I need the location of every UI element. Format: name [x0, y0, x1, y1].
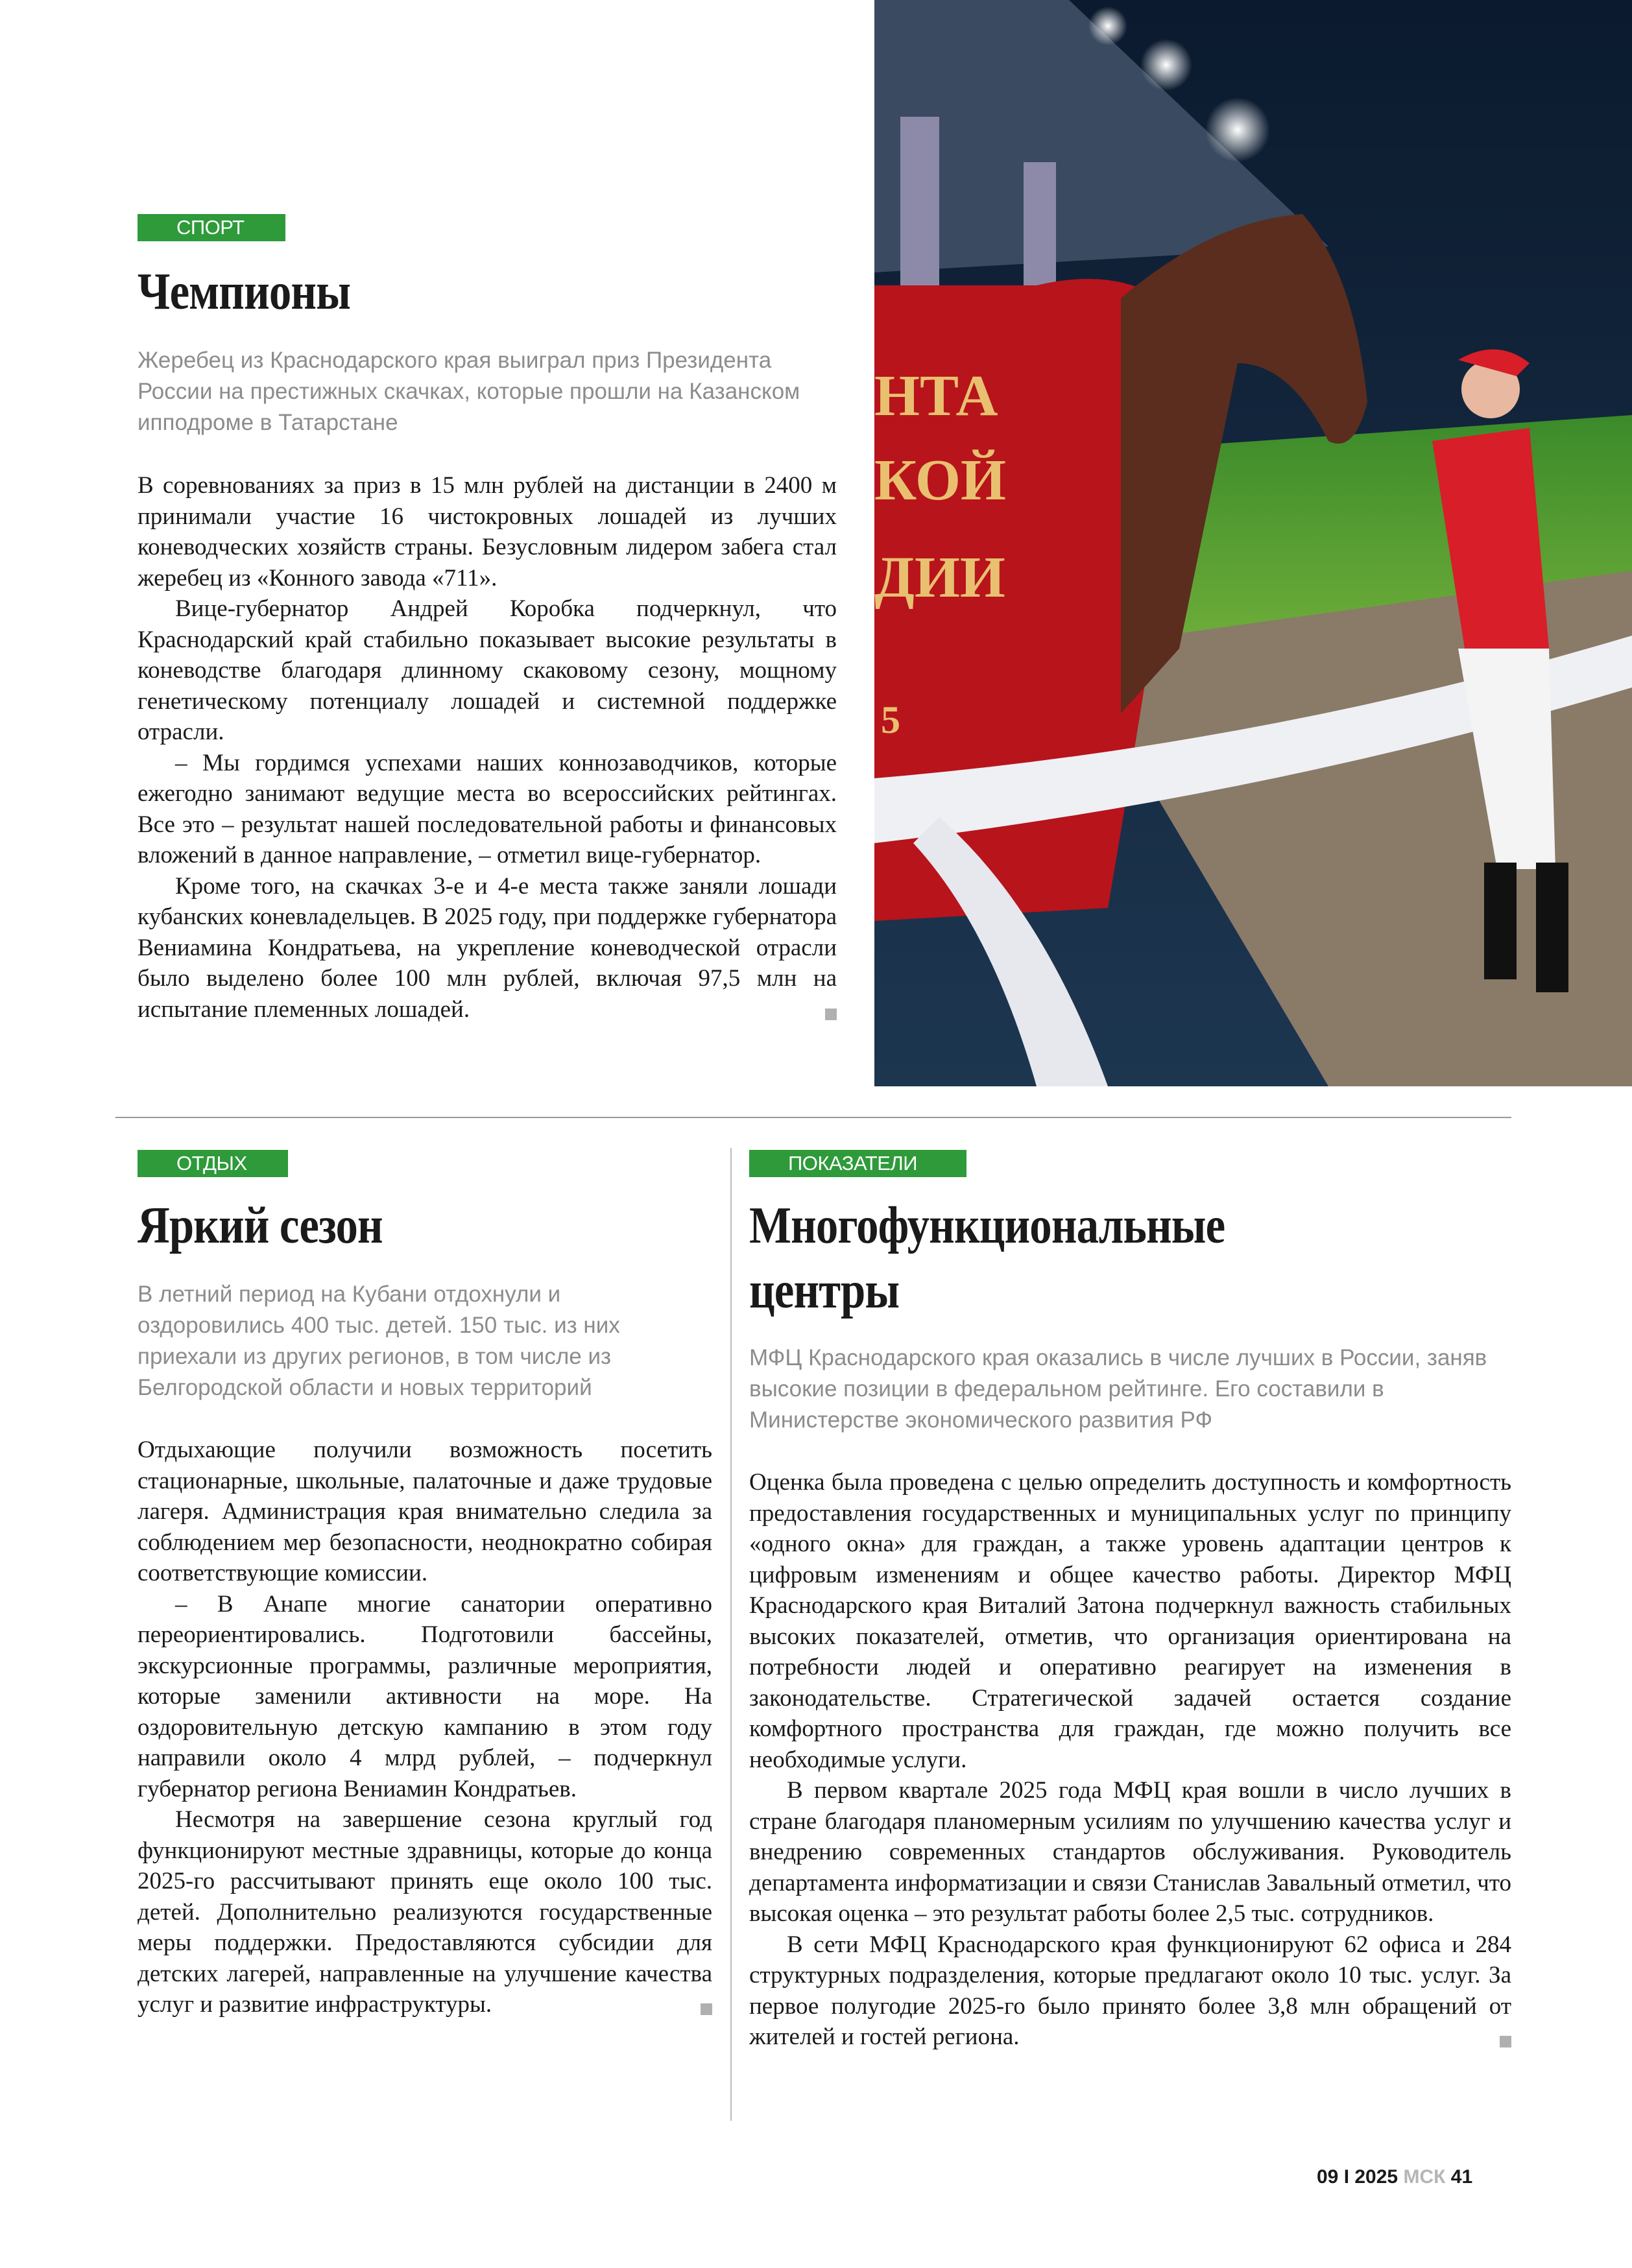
end-mark: [1500, 2036, 1511, 2047]
article-body: [138, 470, 837, 1025]
issue-number: 09 I 2025: [1317, 2166, 1398, 2188]
paragraph: – В Анапе многие санатории оперативно переориентировались. Подготовили бассейны, экскурсионные программы, различные мероприятия, которые заменили активности на море. На оздоровительную детскую кампанию в этом году направили около 4 млрд рублей, – подчеркнул губернатор региона Вениамин Кондратьев.: [138, 1590, 712, 1802]
paragraph: В первом квартале 2025 года МФЦ края вошли в число лучших в стране благодаря планомерным усилиям по улучшению качества услуг и внедрению современных стандартов обслуживания. Руководитель департамента информатизации и связи Станислав Завальный отметил, что высокая оценка – это результат работы более 2,5 тыс. сотрудников.: [749, 1777, 1511, 1927]
article-deck: МФЦ Краснодарского края оказались в числе лучших в России, заняв высокие позиции в федеральном рейтинге. Его составили в Министерстве экономического развития РФ: [749, 1345, 1487, 1433]
paragraph: Отдыхающие получили возможность посетить стационарные, школьные, палаточные и даже трудовые лагеря. Администрация края внимательно следила за соблюдением мер безопасности, неоднократно собирая соответствующие комиссии.: [138, 1437, 712, 1586]
section-tag-indicators: ПОКАЗАТЕЛИ: [749, 1150, 966, 1177]
paragraph: В соревнованиях за приз в 15 млн рублей на дистанции в 2400 м принимали участие 16 чистокровных лошадей из лучших коневодческих хозяйств страны. Безусловным лидером забега стал жеребец из «Конного завода «711».: [138, 472, 837, 591]
magazine-brand: МСК: [1403, 2166, 1446, 2188]
article-deck: Жеребец из Краснодарского края выиграл приз Президента России на престижных скачках, которые прошли на Казанском ипподроме в Татарстане: [138, 348, 800, 435]
page-footer: [1317, 2166, 1472, 2188]
article-body: [138, 1435, 712, 2020]
article-title: Чемпионы: [138, 263, 351, 320]
title-line: Многофункциональные: [749, 1197, 1225, 1254]
section-tag-leisure: ОТДЫХ: [138, 1150, 288, 1177]
paragraph: Вице-губернатор Андрей Коробка подчеркнул, что Краснодарский край стабильно показывает высокие результаты в коневодстве благодаря длинному скаковому сезону, мощному генетическому потенциалу лошадей и системной поддержке отрасли.: [138, 595, 837, 745]
blanket-text: КОЙ: [874, 448, 1007, 512]
paragraph: В сети МФЦ Краснодарского края функционируют 62 офиса и 284 структурных подразделения, которые предлагают около 10 тыс. услуг. За первое полугодие 2025-го было принято более 3,8 млн обращений от жителей и гостей региона.: [749, 1931, 1511, 2050]
article-deck: В летний период на Кубани отдохнули и оздоровились 400 тыс. детей. 150 тыс. из них приехали из других регионов, в том числе из Белгородской области и новых территорий: [138, 1282, 620, 1400]
blanket-text: 5: [881, 698, 900, 741]
end-mark: [825, 1009, 837, 1020]
section-tag-sport: СПОРТ: [138, 214, 285, 241]
blanket-text: ДИИ: [874, 545, 1005, 610]
article-title: Яркий сезон: [138, 1197, 383, 1254]
page-number: 41: [1450, 2166, 1473, 2188]
paragraph: Несмотря на завершение сезона круглый год функционируют местные здравницы, которые до конца 2025-го рассчитывают принять еще около 100 тыс. детей. Дополнительно реализуются государственные меры поддержки. Предоставляются субсидии для детских лагерей, направленные на улучшение качества услуг и развитие инфраструктуры.: [138, 1806, 712, 2018]
blanket-text: НТА: [874, 364, 998, 428]
paragraph: Кроме того, на скачках 3-е и 4-е места также заняли лошади кубанских коневладельцев. В 2025 году, при поддержке губернатора Вениамина Кондратьева, на укрепление коневодческой отрасли было выделено более 100 млн рублей, включая 97,5 млн на испытание племенных лошадей.: [138, 872, 837, 1023]
article-body: [749, 1467, 1511, 2053]
section-divider: [115, 1117, 1511, 1118]
horse-race-photo: [874, 0, 1632, 1086]
paragraph: Оценка была проведена с целью определить доступность и комфортность предоставления государственных и муниципальных услуг по принципу «одного окна» для граждан, а также уровень адаптации центров к цифровым изменениям и общее качество работы. Директор МФЦ Краснодарского края Виталий Затона подчеркнул важность стабильных высоких показателей, отметив, что организация ориентирована на потребности людей и оперативно реагирует на изменения в законодательстве. Стратегической задачей остается создание комфортного пространства для граждан, где можно получить все необходимые услуги.: [749, 1469, 1511, 1773]
end-mark: [701, 2003, 712, 2015]
title-line: центры: [749, 1262, 900, 1319]
paragraph: – Мы гордимся успехами наших коннозаводчиков, которые ежегодно занимают ведущие места во всероссийских рейтингах. Все это – результат нашей последовательной работы и финансовых вложений в данное направление, – отметил вице-губернатор.: [138, 749, 837, 868]
column-divider: [730, 1148, 732, 2121]
article-title: [749, 1193, 1225, 1323]
